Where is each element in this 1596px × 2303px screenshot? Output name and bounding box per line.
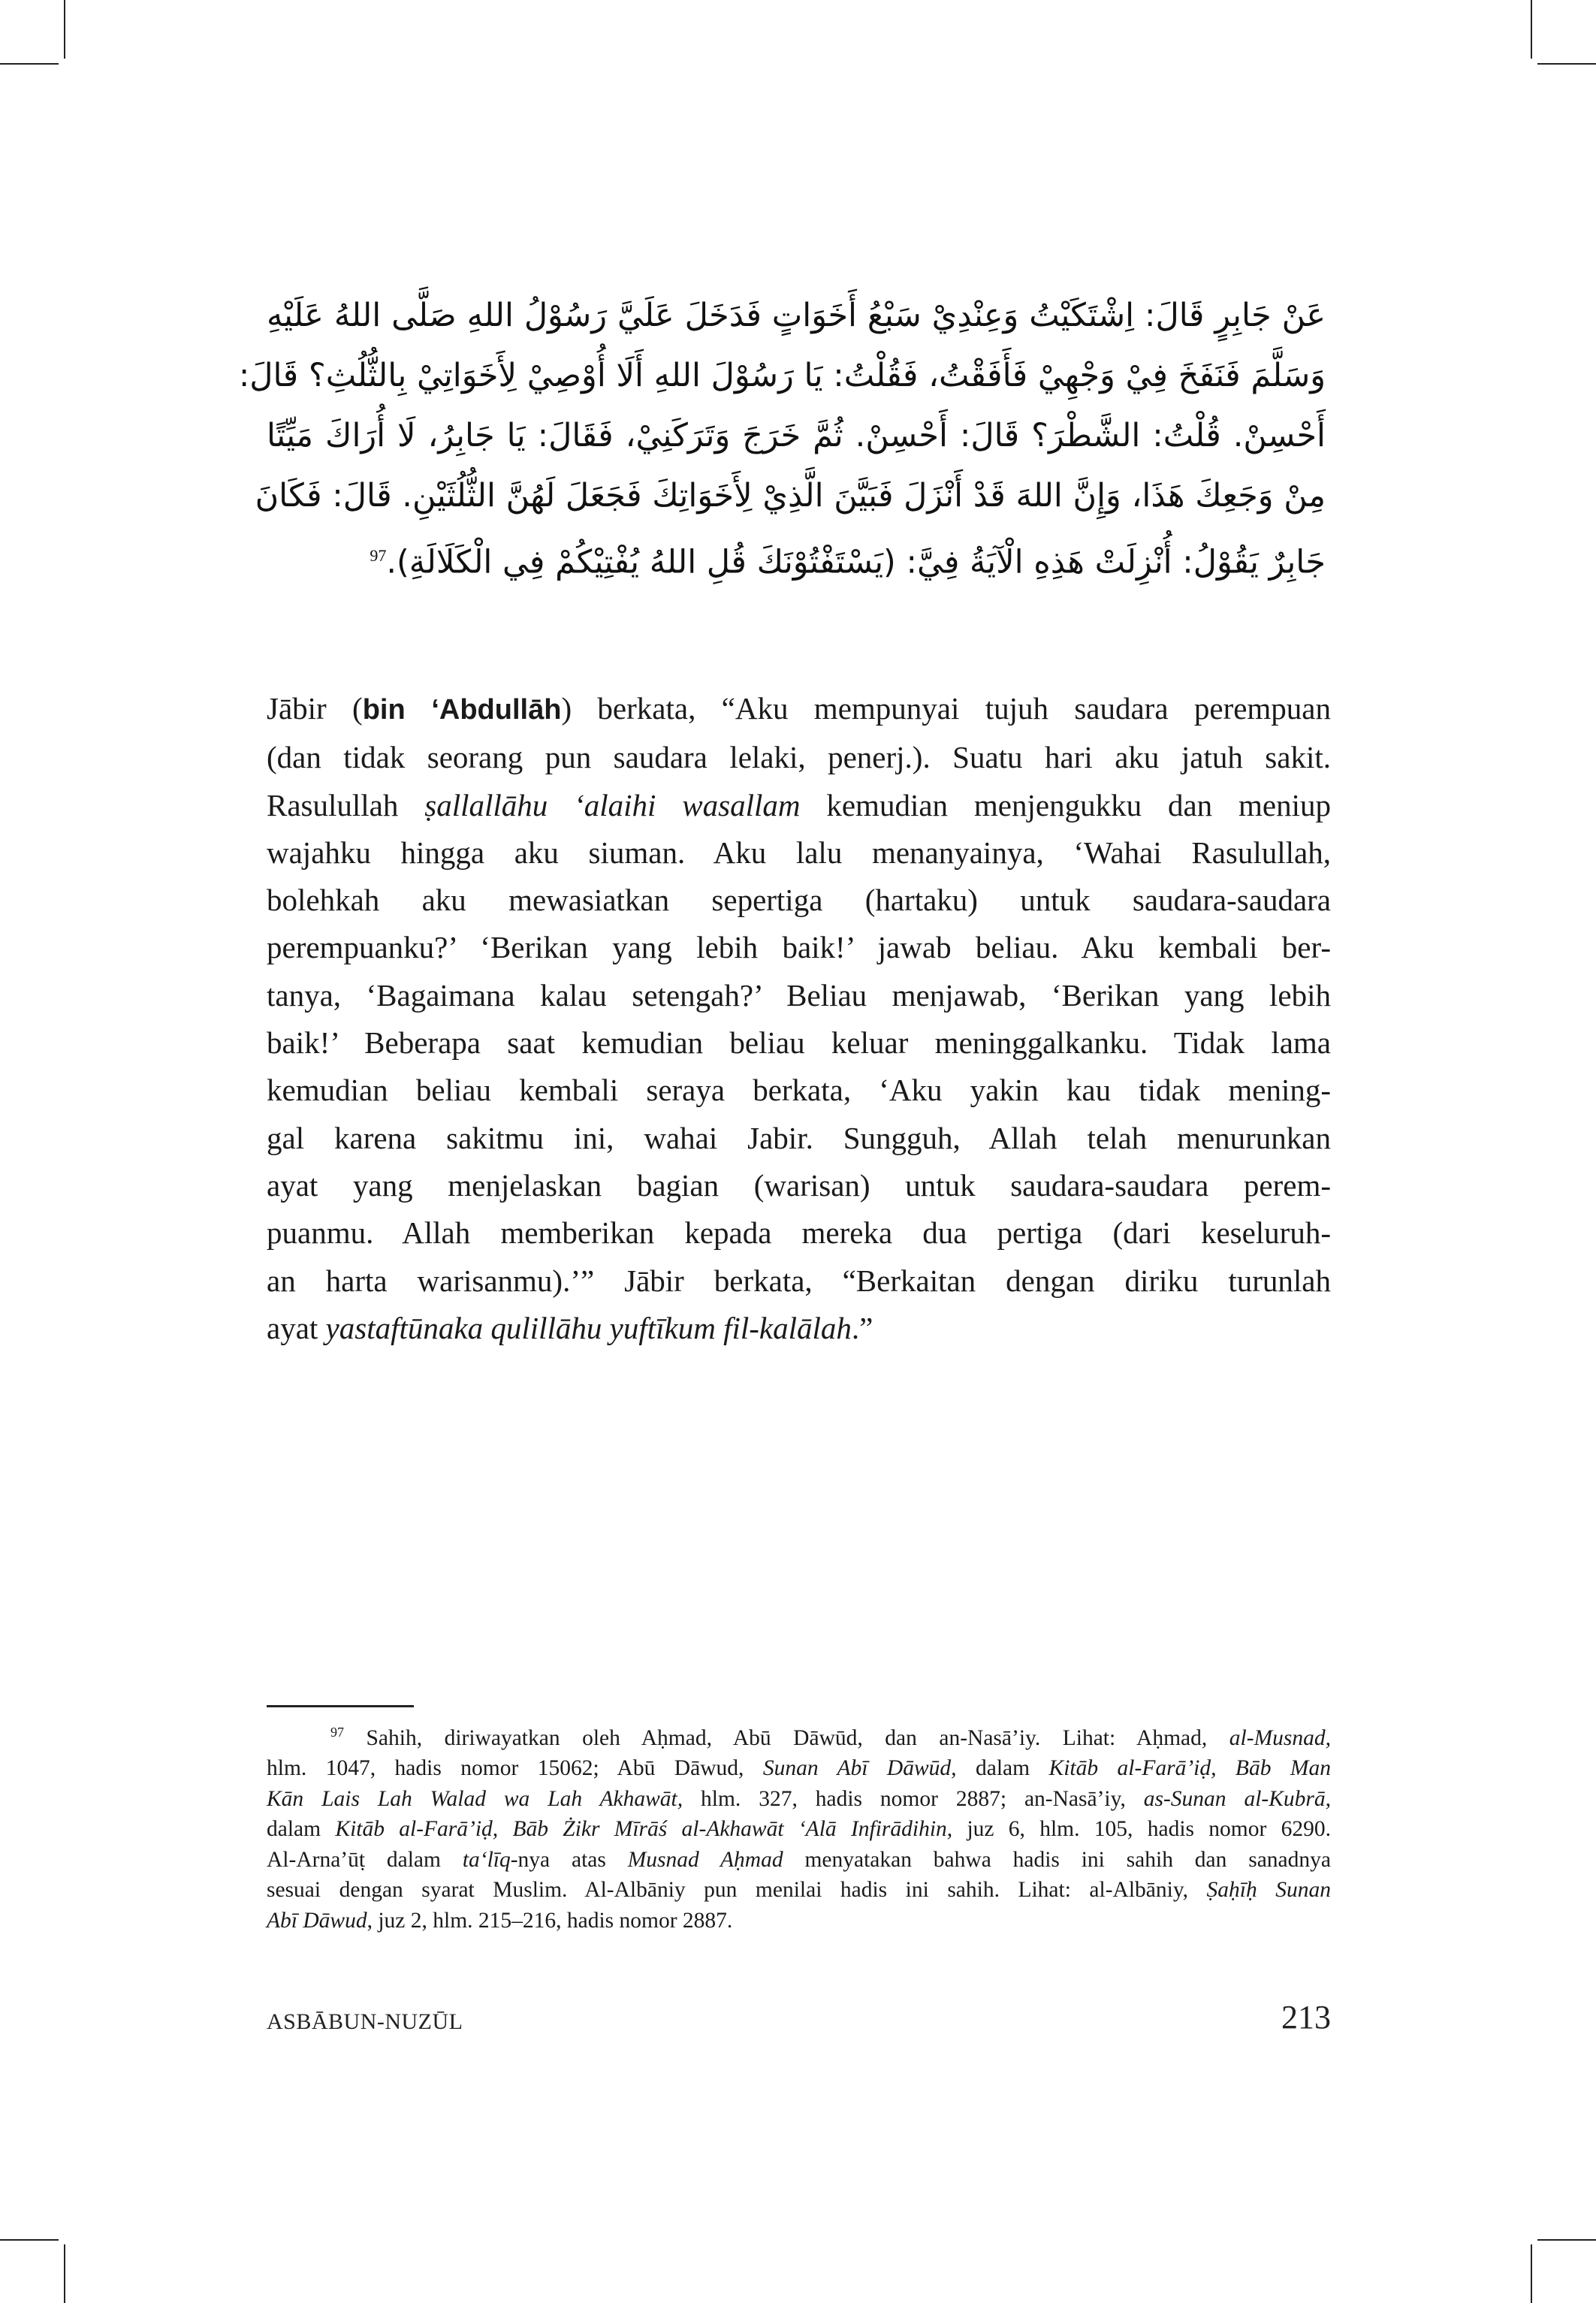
text-run: ) berkata, “Aku mempunyai tujuh saudara perempuan xyxy=(561,691,1332,726)
italic-salutation: ṣallallāhu ‘alaihi wasallam xyxy=(424,787,801,822)
translation-line: (dan tidak seorang pun saudara lelaki, penerj.). Suatu hari aku jatuh sakit. xyxy=(267,740,1331,775)
translation-line: ayat yang menjelaskan bagian (warisan) untuk saudara-saudara perem- xyxy=(267,1167,1331,1203)
footnote-line xyxy=(267,1784,1331,1815)
footnote-reference: 97 xyxy=(370,546,387,565)
crop-mark-bottom-left-h xyxy=(0,2239,59,2241)
footnote-line xyxy=(267,1717,1331,1753)
italic-title: as-Sunan al-Kubrā, xyxy=(1143,1786,1332,1811)
text-run: Jābir ( xyxy=(267,691,363,726)
crop-mark-top-left xyxy=(64,0,65,59)
arabic-line: عَنْ جَابِرٍ قَالَ: اِشْتَكَيْتُ وَعِنْدِيْ سَبْعُ أَخَوَاتٍ فَدَخَلَ عَلَيَّ رَسُوْلُ اللهِ صَلَّى اللهُ عَلَيْهِ xyxy=(267,297,1326,334)
crop-mark-bottom-right-h xyxy=(1537,2239,1596,2241)
arabic-line-text: جَابِرٌ يَقُوْلُ: أُنْزِلَتْ هَذِهِ الْآيَةُ فِيَّ: (يَسْتَفْتُوْنَكَ قُلِ اللهُ يُفْتِيْكُمْ فِي الْكَلَالَةِ). xyxy=(386,543,1326,581)
translation-line: wajahku hingga aku siuman. Aku lalu menanyainya, ‘Wahai Rasulullah, xyxy=(267,835,1331,870)
translation-line: perempuanku?’ ‘Berikan yang lebih baik!’ jawab beliau. Aku kembali ber- xyxy=(267,930,1331,965)
footnote-line xyxy=(267,1814,1331,1845)
text-run: ayat xyxy=(267,1310,326,1345)
italic-title: Kān Lais Lah Walad wa Lah Akhawāt, xyxy=(267,1786,683,1811)
footnote-number: 97 xyxy=(330,1725,344,1740)
bold-name: bin ‘Abdullāh xyxy=(362,694,562,726)
translation-line: baik!’ Beberapa saat kemudian beliau keluar meninggalkanku. Tidak lama xyxy=(267,1025,1331,1061)
translation-line xyxy=(267,685,1331,734)
translation-line: an harta warisanmu).’” Jābir berkata, “Berkaitan dengan diriku turunlah xyxy=(267,1263,1331,1298)
italic-title: Kitāb al-Farā’iḍ, Bāb Man xyxy=(1048,1756,1331,1781)
text-run: Sahih, diriwayatkan oleh Aḥmad, Abū Dāwūd, dan an-Nasā’iy. Lihat: Aḥmad, xyxy=(344,1725,1229,1750)
text-run: -nya atas xyxy=(510,1847,628,1872)
translation-line: kemudian beliau kembali seraya berkata, ‘Aku yakin kau tidak mening- xyxy=(267,1073,1331,1108)
translation-line: bolehkah aku mewasiatkan sepertiga (hartaku) untuk saudara-saudara xyxy=(267,883,1331,918)
footnote-line xyxy=(267,1875,1331,1906)
text-run: .” xyxy=(851,1310,873,1345)
footnote-line xyxy=(267,1906,1331,1936)
text-run: juz 6, hlm. 105, hadis nomor 6290. xyxy=(952,1817,1331,1842)
running-head: ASBĀBUN-NUZŪL xyxy=(267,2009,463,2034)
text-run: hlm. 327, hadis nomor 2887; an-Nasā’iy, xyxy=(683,1786,1144,1811)
italic-title: Ṣaḥīḥ Sunan xyxy=(1206,1878,1331,1903)
text-run: Al-Arna’ūṭ dalam xyxy=(267,1847,463,1872)
arabic-line-last xyxy=(267,526,1326,592)
translation-line: puanmu. Allah memberikan kepada mereka dua pertiga (dari keseluruh- xyxy=(267,1215,1331,1251)
translation-line xyxy=(267,782,1331,829)
crop-mark-bottom-right xyxy=(1531,2244,1532,2303)
translation-line xyxy=(267,1305,1331,1352)
arabic-line: مِنْ وَجَعِكَ هَذَا، وَإِنَّ اللهَ قَدْ أَنْزَلَ فَبَيَّنَ الَّذِيْ لِأَخَوَاتِكَ فَجَعَلَ لَهُنَّ الثُّلُثَيْنِ. قَالَ: فَكَانَ xyxy=(255,477,1326,515)
text-run: kemudian menjengukku dan meniup xyxy=(800,787,1331,822)
text-run: dalam xyxy=(956,1756,1049,1781)
arabic-line: وَسَلَّمَ فَنَفَخَ فِيْ وَجْهِيْ فَأَفَقْتُ، فَقُلْتُ: يَا رَسُوْلَ اللهِ أَلَا أُوْصِيْ لِأَخَوَاتِيْ بِالثُّلُثِ؟ قَالَ: xyxy=(238,357,1326,394)
footnote-line xyxy=(267,1845,1331,1876)
translation-line: gal karena sakitmu ini, wahai Jabir. Sungguh, Allah telah menurunkan xyxy=(267,1120,1331,1155)
arabic-line: أَحْسِنْ. قُلْتُ: الشَّطْرَ؟ قَالَ: أَحْسِنْ. ثُمَّ خَرَجَ وَتَرَكَنِيْ، فَقَالَ: يَا جَابِرُ، لَا أُرَاكَ مَيِّتًا xyxy=(267,417,1326,454)
italic-term: ta‘līq xyxy=(462,1847,511,1872)
italic-verse: yastaftūnaka qulillāhu yuftīkum fil-kalālah xyxy=(325,1310,852,1345)
footnote-rule xyxy=(267,1705,414,1707)
text-run: menyatakan bahwa hadis ini sahih dan sanadnya xyxy=(783,1847,1331,1872)
italic-title: al-Musnad, xyxy=(1229,1725,1331,1750)
translation-paragraph xyxy=(267,685,1331,1352)
text-run: sesuai dengan syarat Muslim. Al-Albāniy pun menilai hadis ini sahih. Lihat: al-Albāniy, xyxy=(267,1878,1207,1903)
text-run: , juz 2, hlm. 215–216, hadis nomor 2887. xyxy=(367,1908,733,1933)
crop-mark-bottom-left xyxy=(64,2244,65,2303)
page-number: 213 xyxy=(1281,1999,1331,2036)
italic-title: Kitāb al-Farā’iḍ, Bāb Żikr Mīrāś al-Akhawāt ‘Alā Infirādihin, xyxy=(335,1817,953,1842)
italic-title: Sunan Abī Dāwūd, xyxy=(762,1756,957,1781)
italic-title: Abī Dāwud xyxy=(267,1908,367,1933)
text-run: hlm. 1047, hadis nomor 15062; Abū Dāwud, xyxy=(267,1756,763,1781)
arabic-hadith-text xyxy=(238,285,1326,592)
text-run: dalam xyxy=(267,1817,336,1842)
text-run: Rasulullah xyxy=(267,787,425,822)
translation-line: tanya, ‘Bagaimana kalau setengah?’ Beliau menjawab, ‘Berikan yang lebih xyxy=(267,977,1331,1013)
crop-mark-top-left-h xyxy=(0,63,59,65)
italic-title: Musnad Aḥmad xyxy=(627,1847,783,1872)
crop-mark-top-right-h xyxy=(1537,63,1596,65)
footnote xyxy=(267,1717,1331,1936)
footnote-line xyxy=(267,1753,1331,1784)
crop-mark-top-right xyxy=(1531,0,1532,59)
